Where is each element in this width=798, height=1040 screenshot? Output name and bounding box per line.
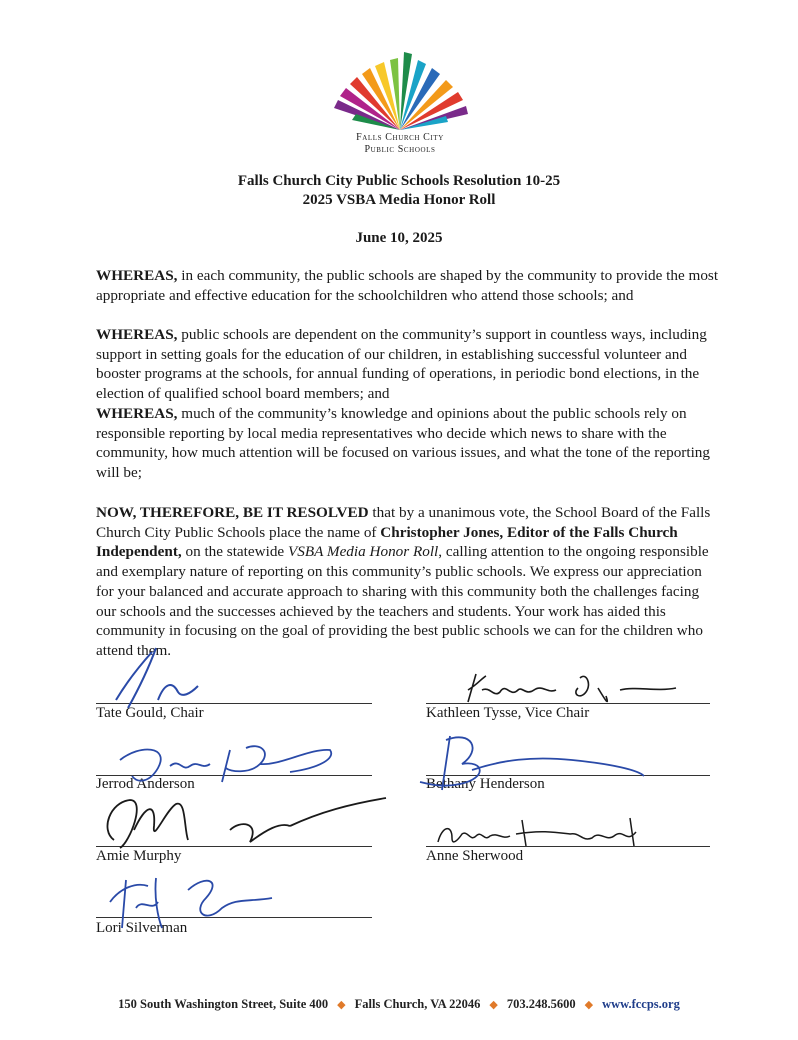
footer-contact xyxy=(0,997,798,1012)
paragraph-text: much of the community’s knowledge and opinions about the public schools rely on responsible reporting by local media representatives who decide which news to share with the community, how much attention will be focused on various issues, and what the tone of the reporting will be; xyxy=(96,405,710,482)
signatory-name: Kathleen Tysse, Vice Chair xyxy=(426,705,590,721)
paragraph-text: that by a unanimous vote, the School Board of the Falls Church City Public Schools place the name of xyxy=(96,504,711,541)
signature-bethany-henderson xyxy=(412,730,652,794)
resolution-title: Falls Church City Public Schools Resolution 10-25 xyxy=(237,173,561,189)
whereas-lead: WHEREAS, xyxy=(96,267,178,284)
signature-amie-murphy xyxy=(90,790,390,860)
footer-address: 150 South Washington Street, Suite 400 xyxy=(118,997,329,1011)
paragraph-text: on the statewide xyxy=(181,543,288,561)
paragraph-text: in each community, the public schools are shaped by the community to provide the most appropriate and effective education for the schoolchildren who attend those schools; and xyxy=(96,267,719,304)
footer-city: Falls Church, VA 22046 xyxy=(354,997,481,1011)
paragraph-text: , calling attention to the ongoing responsible and exemplary nature of reporting on this community’s public schools. We express our appreciation for your balanced and accurate approach to sharing with this community both the challenges facing our schools and the successes achieved by the teachers and students. Your work has aided this community in focusing on the goal of providing the best public schools we can for the children who attend them. xyxy=(96,543,709,659)
whereas-paragraph-3 xyxy=(96,404,721,483)
signatory-name: Anne Sherwood xyxy=(426,848,524,864)
whereas-lead: WHEREAS, xyxy=(96,326,178,343)
whereas-paragraph-1 xyxy=(96,266,721,305)
falls-church-logo xyxy=(330,50,470,134)
signature-tate-gould xyxy=(98,640,218,712)
signatory-name: Bethany Henderson xyxy=(426,776,545,792)
diamond-separator-icon: ◆ xyxy=(584,999,594,1011)
signatory-name: Amie Murphy xyxy=(96,848,182,864)
resolution-date: June 10, 2025 xyxy=(355,230,443,246)
whereas-lead: WHEREAS, xyxy=(96,405,178,422)
org-line-1: Falls Church City xyxy=(356,132,444,143)
honor-roll-title: VSBA Media Honor Roll xyxy=(287,543,439,561)
signature-lori-silverman xyxy=(96,868,286,936)
resolved-paragraph xyxy=(96,503,721,661)
paragraph-text: public schools are dependent on the community’s support in countless ways, including support in setting goals for the education of our children, in establishing successful volunteer and booster programs at the schools, for annual funding of operations, in periodic bond elections, in the election of qualified school board members; and xyxy=(96,326,707,403)
organization-name xyxy=(300,132,500,156)
footer-website-link[interactable]: www.fccps.org xyxy=(602,997,680,1011)
signatory-name: Jerrod Anderson xyxy=(96,776,195,792)
footer-phone: 703.248.5600 xyxy=(506,997,576,1011)
signature-jerrod-anderson xyxy=(110,738,340,794)
signature-anne-sherwood xyxy=(430,812,650,856)
honoree-name: Christopher Jones, Editor of the Falls Church Independent, xyxy=(96,523,678,561)
signatory-name: Lori Silverman xyxy=(96,920,188,936)
resolution-subtitle: 2025 VSBA Media Honor Roll xyxy=(302,192,496,208)
signatory-name: Tate Gould, Chair xyxy=(96,705,204,721)
resolved-lead: NOW, THEREFORE, BE IT RESOLVED xyxy=(96,504,369,521)
org-line-2: Public Schools xyxy=(364,144,436,155)
signature-kathleen-tysse xyxy=(460,668,680,710)
diamond-separator-icon: ◆ xyxy=(489,999,498,1011)
whereas-paragraph-2 xyxy=(96,325,721,404)
diamond-separator-icon: ◆ xyxy=(337,999,346,1011)
resolution-titles xyxy=(0,172,798,210)
